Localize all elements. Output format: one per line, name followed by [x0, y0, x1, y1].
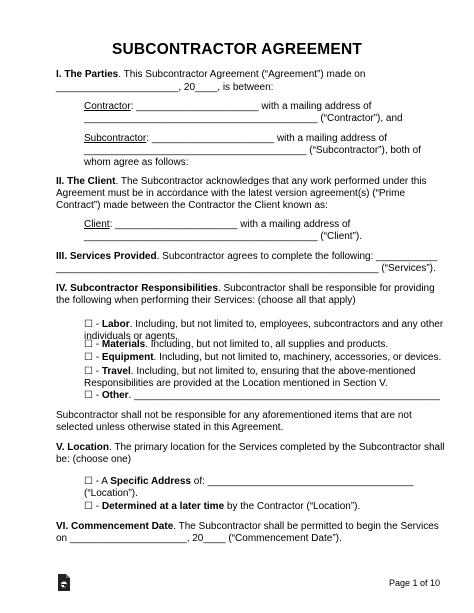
- other-option[interactable]: ☐ - Other. _______________________________________________________: [84, 390, 440, 401]
- responsibilities-line-2: the following when performing their Services: (choose all that apply): [56, 295, 356, 306]
- labor-label: Labor: [101, 319, 130, 330]
- specific-address-option[interactable]: ☐ - A Specific Address of: _____________________________________: [84, 476, 414, 487]
- client-line-3: Contract”) made between the Contractor the Client known as:: [56, 200, 328, 211]
- services-line-1: III. Services Provided. Subcontractor agrees to complete the following: ___________: [56, 251, 438, 262]
- equipment-label: Equipment: [101, 352, 154, 363]
- contractor-line-1: Contractor: ______________________ with a mailing address of: [84, 101, 372, 112]
- parties-line-2: ______________________, 20____, is between:: [56, 82, 274, 93]
- checkbox-icon[interactable]: ☐ -: [84, 352, 102, 363]
- client-line-1: II. The Client. The Subcontractor acknowledges that any work performed under this: [56, 176, 427, 187]
- client-label: Client: [84, 219, 110, 230]
- contractor-label: Contractor: [84, 101, 131, 112]
- checkbox-icon[interactable]: ☐ -: [84, 366, 102, 377]
- travel-option[interactable]: ☐ - Travel. Including, but not limited to, ensuring that the above-mentioned: [84, 366, 416, 377]
- responsibilities-note-2: selected unless otherwise stated in this Agreement.: [56, 422, 284, 433]
- checkbox-icon[interactable]: ☐ -: [84, 501, 102, 512]
- location-line-2: be: (choose one): [56, 454, 132, 465]
- subcontractor-line-2: ________________________________________ (“Subcontractor”), both of: [84, 145, 421, 156]
- checkbox-icon[interactable]: ☐ -: [84, 339, 102, 350]
- client-field-line-1: Client: ______________________ with a mailing address of: [84, 219, 351, 230]
- equipment-option[interactable]: ☐ - Equipment. Including, but not limited to, machinery, accessories, or devices.: [84, 352, 442, 363]
- travel-option-line-2: Responsibilities are provided at the Location mentioned in Section V.: [84, 378, 388, 389]
- client-heading: II. The Client: [56, 176, 116, 187]
- checkbox-icon[interactable]: ☐ -: [84, 390, 102, 401]
- specific-address-line-2: (“Location”).: [84, 488, 138, 499]
- materials-label: Materials: [101, 339, 146, 350]
- location-heading: V. Location: [56, 442, 109, 453]
- document-title: SUBCONTRACTOR AGREEMENT: [111, 41, 363, 58]
- client-line-2: Agreement must be in accordance with the latest version agreement(s) (“Prime: [56, 188, 406, 199]
- materials-option[interactable]: ☐ - Materials. Including, but not limited to, all supplies and products.: [84, 339, 389, 350]
- labor-option-line-2: individuals or agents.: [84, 331, 178, 342]
- services-line-2: __________________________________________________________ (“Services”).: [56, 263, 436, 274]
- services-heading: III. Services Provided: [56, 251, 157, 262]
- travel-label: Travel: [101, 366, 131, 377]
- labor-option[interactable]: ☐ - Labor. Including, but not limited to, employees, subcontractors and any other: [84, 319, 444, 330]
- commencement-line-1: VI. Commencement Date. The Subcontractor shall be permitted to begin the Services: [56, 521, 439, 532]
- commencement-line-2: on _____________________, 20____ (“Commencement Date”).: [56, 533, 342, 544]
- eforms-logo-icon: [57, 574, 71, 592]
- contractor-line-2: __________________________________________ (“Contractor”), and: [84, 113, 403, 124]
- responsibilities-heading: IV. Subcontractor Responsibilities: [56, 283, 218, 294]
- checkbox-icon[interactable]: ☐ -: [84, 319, 102, 330]
- subcontractor-line-3: whom agree as follows:: [84, 157, 189, 168]
- parties-heading: I. The Parties: [56, 69, 119, 80]
- parties-line-1: I. The Parties. This Subcontractor Agreement (“Agreement”) made on: [56, 69, 366, 80]
- specific-address-label: Specific Address: [110, 476, 191, 487]
- checkbox-icon[interactable]: ☐ - A: [84, 476, 111, 487]
- later-time-label: Determined at a later time: [101, 501, 225, 512]
- location-line-1: V. Location. The primary location for the Services completed by the Subcontractor shall: [56, 442, 445, 453]
- subcontractor-line-1: Subcontractor: ______________________ with a mailing address of: [84, 133, 388, 144]
- other-label: Other: [101, 390, 129, 401]
- commencement-heading: VI. Commencement Date: [56, 521, 174, 532]
- later-time-option[interactable]: ☐ - Determined at a later time by the Contractor (“Location”).: [84, 501, 361, 512]
- subcontractor-label: Subcontractor: [84, 133, 147, 144]
- client-field-line-2: __________________________________________ (“Client”).: [84, 231, 363, 242]
- page-number: Page 1 of 10: [389, 578, 441, 588]
- responsibilities-line-1: IV. Subcontractor Responsibilities. Subcontractor shall be responsible for providing: [56, 283, 435, 294]
- responsibilities-note-1: Subcontractor shall not be responsible for any aforementioned items that are not: [56, 410, 412, 421]
